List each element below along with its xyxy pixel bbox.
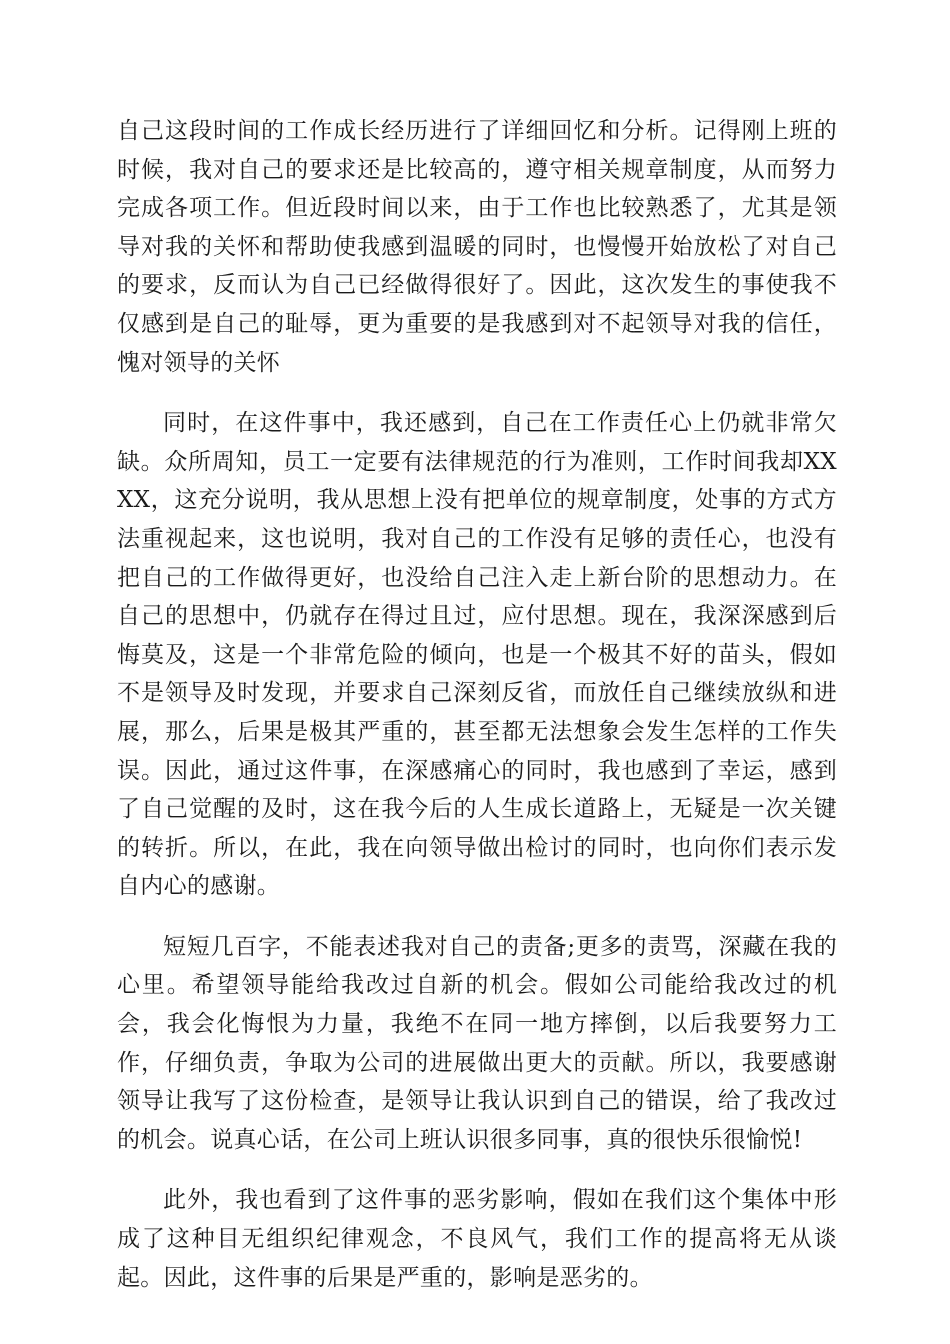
- paragraph-4: 此外，我也看到了这件事的恶劣影响，假如在我们这个集体中形成了这种目无组织纪律观念，不良风气，我们工作的提高将无从谈起。因此，这件事的后果是严重的，影响是恶劣的。: [117, 1187, 837, 1291]
- paragraph-1: 自己这段时间的工作成长经历进行了详细回忆和分析。记得刚上班的时候，我对自己的要求还是比较高的，遵守相关规章制度，从而努力完成各项工作。但近段时间以来，由于工作也比较熟悉了，尤其是领导对我的关怀和帮助使我感到温暖的同时，也慢慢开始放松了对自己的要求，反而认为自己已经做得很好了。因此，这次发生的事使我不仅感到是自己的耻辱，更为重要的是我感到对不起领导对我的信任，愧对领导的关怀: [117, 118, 837, 376]
- paragraph-gap: [117, 382, 837, 404]
- paragraph-3: 短短几百字，不能表述我对自己的责备;更多的责骂，深藏在我的心里。希望领导能给我改过自新的机会。假如公司能给我改过的机会，我会化悔恨为力量，我绝不在同一地方摔倒，以后我要努力工作，仔细负责，争取为公司的进展做出更大的贡献。所以，我要感谢领导让我写了这份检查，是领导让我认识到自己的错误，给了我改过的机会。说真心话，在公司上班认识很多同事，真的很快乐很愉悦!: [117, 933, 837, 1153]
- paragraph-gap: [117, 1159, 837, 1181]
- paragraph-gap: [117, 906, 837, 928]
- document-body: [117, 112, 837, 1297]
- paragraph-2: 同时，在这件事中，我还感到，自己在工作责任心上仍就非常欠缺。众所周知，员工一定要有法律规范的行为准则，工作时间我却XXXX，这充分说明，我从思想上没有把单位的规章制度，处事的方式方法重视起来，这也说明，我对自己的工作没有足够的责任心，也没有把自己的工作做得更好，也没给自己注入走上新台阶的思想动力。在自己的思想中，仍就存在得过且过，应付思想。现在，我深深感到后悔莫及，这是一个非常危险的倾向，也是一个极其不好的苗头，假如不是领导及时发现，并要求自己深刻反省，而放任自己继续放纵和进展，那么，后果是极其严重的，甚至都无法想象会发生怎样的工作失误。因此，通过这件事，在深感痛心的同时，我也感到了幸运，感到了自己觉醒的及时，这在我今后的人生成长道路上，无疑是一次关键的转折。所以，在此，我在向领导做出检讨的同时，也向你们表示发自内心的感谢。: [117, 410, 837, 900]
